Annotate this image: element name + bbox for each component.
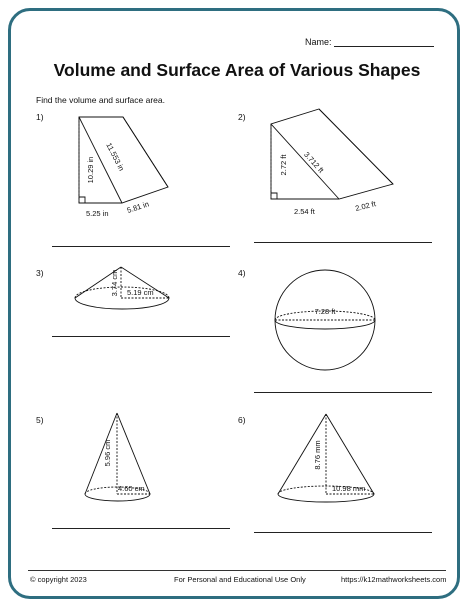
- radius-label-3: 5.19 cm: [127, 288, 154, 297]
- problem-number-4: 4): [238, 268, 246, 278]
- height-label-5: 5.96 cm: [103, 439, 112, 467]
- problem-number-5: 5): [36, 415, 44, 425]
- name-label: Name:: [305, 37, 332, 47]
- slant-label-2: 3.712 ft: [302, 150, 326, 175]
- height-label-2: 2.72 ft: [279, 154, 288, 176]
- footer-divider: [28, 570, 446, 571]
- diameter-label-4: 7.28 ft: [314, 307, 336, 316]
- length-label-2: 2.02 ft: [354, 199, 377, 213]
- slant-label-1: 11.553 in: [104, 141, 127, 173]
- problem-number-2: 2): [238, 112, 246, 122]
- triangular-prism-2: [271, 109, 393, 199]
- base-label-1: 5.25 in: [86, 209, 109, 218]
- radius-label-6: 10.98 mm: [332, 484, 366, 493]
- base-label-2: 2.54 ft: [294, 207, 315, 216]
- height-label-6: 8.76 mm: [313, 440, 322, 470]
- cone-3: [75, 267, 169, 309]
- height-label-3: 3.74 cm: [110, 269, 119, 297]
- problem-number-3: 3): [36, 268, 44, 278]
- footer-usage: For Personal and Educational Use Only: [174, 575, 306, 584]
- instructions: Find the volume and surface area.: [36, 95, 165, 105]
- problem-number-6: 6): [238, 415, 246, 425]
- footer-copyright: © copyright 2023: [30, 575, 87, 584]
- height-label-1: 10.29 in: [86, 156, 95, 184]
- radius-label-5: 4.60 cm: [118, 484, 145, 493]
- footer-website[interactable]: https://k12mathworksheets.com: [341, 575, 447, 584]
- sphere-4: [275, 270, 375, 370]
- page-title: Volume and Surface Area of Various Shapes: [53, 60, 421, 80]
- length-label-1: 5.81 in: [125, 199, 151, 215]
- problem-number-1: 1): [36, 112, 44, 122]
